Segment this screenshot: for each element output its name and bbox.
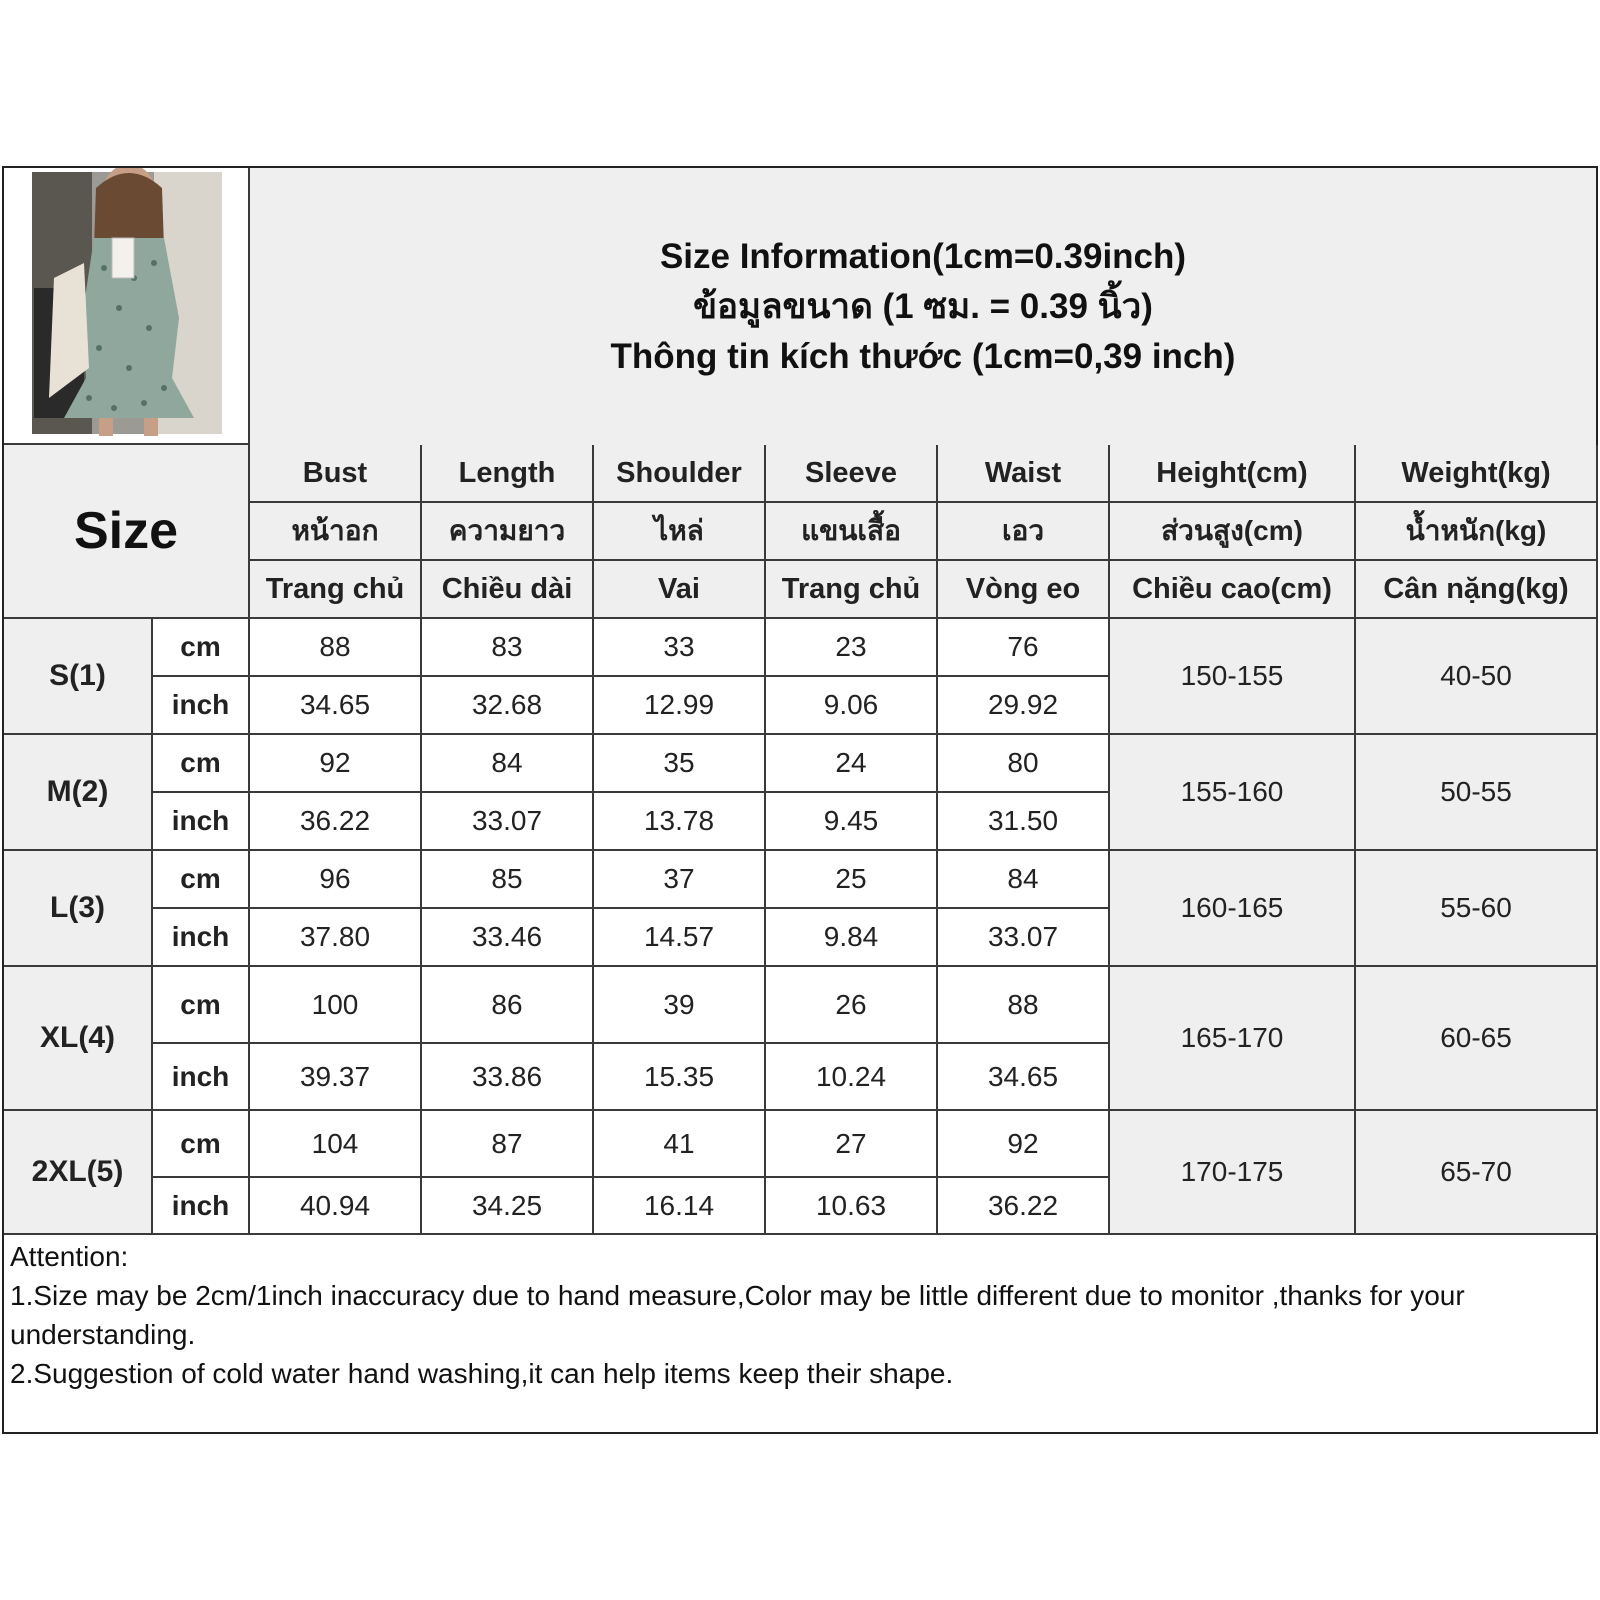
note-item: 1.Size may be 2cm/1inch inaccuracy due to hand measure,Color may be little different due to monitor ,thanks for your understanding. <box>10 1280 1465 1350</box>
measure-cm-cell: 85 <box>422 851 594 909</box>
measure-inch-cell: 29.92 <box>938 677 1110 735</box>
measure-cm-cell: 84 <box>938 851 1110 909</box>
measure-inch-cell: 33.86 <box>422 1044 594 1111</box>
title-th: ข้อมูลขนาด (1 ซม. = 0.39 นิ้ว) <box>693 286 1153 326</box>
unit-label-cm: cm <box>153 967 250 1044</box>
column-header-vi: Trang chủ <box>766 561 938 619</box>
measure-cm-cell: 41 <box>594 1111 766 1178</box>
column-header-th: ส่วนสูง(cm) <box>1110 503 1356 561</box>
unit-label-cm: cm <box>153 735 250 793</box>
column-header-vi: Vòng eo <box>938 561 1110 619</box>
measure-inch-cell: 9.06 <box>766 677 938 735</box>
column-header-vi: Trang chủ <box>250 561 422 619</box>
measure-inch-cell: 36.22 <box>250 793 422 851</box>
weight-range-cell: 50-55 <box>1356 735 1598 851</box>
unit-label-inch: inch <box>153 677 250 735</box>
measure-cm-cell: 35 <box>594 735 766 793</box>
measure-cm-cell: 100 <box>250 967 422 1044</box>
column-header-vi: Cân nặng(kg) <box>1356 561 1598 619</box>
measure-cm-cell: 33 <box>594 619 766 677</box>
product-photo <box>4 168 250 445</box>
unit-label-inch: inch <box>153 909 250 967</box>
unit-label-inch: inch <box>153 1044 250 1111</box>
height-range-cell: 155-160 <box>1110 735 1356 851</box>
measure-cm-cell: 88 <box>938 967 1110 1044</box>
measure-cm-cell: 92 <box>250 735 422 793</box>
measure-inch-cell: 34.65 <box>250 677 422 735</box>
weight-range-cell: 55-60 <box>1356 851 1598 967</box>
measure-cm-cell: 26 <box>766 967 938 1044</box>
size-label: 2XL(5) <box>4 1111 153 1235</box>
measure-inch-cell: 32.68 <box>422 677 594 735</box>
attention-notes <box>10 1237 1586 1393</box>
measure-cm-cell: 23 <box>766 619 938 677</box>
column-header-en: Bust <box>250 445 422 503</box>
measure-cm-cell: 37 <box>594 851 766 909</box>
measure-inch-cell: 16.14 <box>594 1178 766 1235</box>
measure-cm-cell: 104 <box>250 1111 422 1178</box>
weight-range-cell: 60-65 <box>1356 967 1598 1111</box>
measure-inch-cell: 36.22 <box>938 1178 1110 1235</box>
unit-label-cm: cm <box>153 1111 250 1178</box>
column-header-th: น้ำหนัก(kg) <box>1356 503 1598 561</box>
column-header-en: Shoulder <box>594 445 766 503</box>
measure-cm-cell: 80 <box>938 735 1110 793</box>
column-header-en: Sleeve <box>766 445 938 503</box>
size-chart <box>2 166 1598 1434</box>
measure-inch-cell: 9.45 <box>766 793 938 851</box>
unit-label-cm: cm <box>153 851 250 909</box>
unit-label-cm: cm <box>153 619 250 677</box>
measure-inch-cell: 34.25 <box>422 1178 594 1235</box>
measure-inch-cell: 39.37 <box>250 1044 422 1111</box>
column-header-th: หน้าอก <box>250 503 422 561</box>
size-label: S(1) <box>4 619 153 735</box>
column-header-en: Length <box>422 445 594 503</box>
measure-inch-cell: 15.35 <box>594 1044 766 1111</box>
measure-cm-cell: 86 <box>422 967 594 1044</box>
height-range-cell: 170-175 <box>1110 1111 1356 1235</box>
column-header-th: แขนเสื้อ <box>766 503 938 561</box>
measure-cm-cell: 25 <box>766 851 938 909</box>
measure-cm-cell: 88 <box>250 619 422 677</box>
height-range-cell: 150-155 <box>1110 619 1356 735</box>
column-header-en: Height(cm) <box>1110 445 1356 503</box>
height-range-cell: 165-170 <box>1110 967 1356 1111</box>
measure-cm-cell: 96 <box>250 851 422 909</box>
measure-inch-cell: 14.57 <box>594 909 766 967</box>
measure-cm-cell: 76 <box>938 619 1110 677</box>
column-header-vi: Chiều cao(cm) <box>1110 561 1356 619</box>
column-header-vi: Chiều dài <box>422 561 594 619</box>
column-header-en: Waist <box>938 445 1110 503</box>
measure-cm-cell: 83 <box>422 619 594 677</box>
measure-inch-cell: 12.99 <box>594 677 766 735</box>
column-header-th: เอว <box>938 503 1110 561</box>
measure-inch-cell: 31.50 <box>938 793 1110 851</box>
measure-cm-cell: 24 <box>766 735 938 793</box>
woman-in-floral-dress-icon <box>4 168 246 441</box>
size-label: M(2) <box>4 735 153 851</box>
title-vi: Thông tin kích thước (1cm=0,39 inch) <box>610 336 1236 376</box>
measure-inch-cell: 33.07 <box>422 793 594 851</box>
column-header-vi: Vai <box>594 561 766 619</box>
measure-inch-cell: 33.46 <box>422 909 594 967</box>
column-header-th: ความยาว <box>422 503 594 561</box>
unit-label-inch: inch <box>153 793 250 851</box>
size-header: Size <box>4 445 250 619</box>
measure-cm-cell: 39 <box>594 967 766 1044</box>
notes-heading: Attention: <box>10 1241 129 1272</box>
height-range-cell: 160-165 <box>1110 851 1356 967</box>
title-block <box>250 168 1596 447</box>
measure-inch-cell: 37.80 <box>250 909 422 967</box>
weight-range-cell: 65-70 <box>1356 1111 1598 1235</box>
measure-inch-cell: 10.63 <box>766 1178 938 1235</box>
measure-cm-cell: 92 <box>938 1111 1110 1178</box>
measure-inch-cell: 10.24 <box>766 1044 938 1111</box>
column-header-th: ไหล่ <box>594 503 766 561</box>
measure-cm-cell: 87 <box>422 1111 594 1178</box>
measure-inch-cell: 9.84 <box>766 909 938 967</box>
title-en: Size Information(1cm=0.39inch) <box>659 236 1187 276</box>
measure-inch-cell: 40.94 <box>250 1178 422 1235</box>
measure-inch-cell: 33.07 <box>938 909 1110 967</box>
measure-cm-cell: 27 <box>766 1111 938 1178</box>
measure-cm-cell: 84 <box>422 735 594 793</box>
note-item: 2.Suggestion of cold water hand washing,it can help items keep their shape. <box>10 1358 954 1389</box>
size-label: XL(4) <box>4 967 153 1111</box>
unit-label-inch: inch <box>153 1178 250 1235</box>
weight-range-cell: 40-50 <box>1356 619 1598 735</box>
measure-inch-cell: 34.65 <box>938 1044 1110 1111</box>
column-header-en: Weight(kg) <box>1356 445 1598 503</box>
size-label: L(3) <box>4 851 153 967</box>
measure-inch-cell: 13.78 <box>594 793 766 851</box>
